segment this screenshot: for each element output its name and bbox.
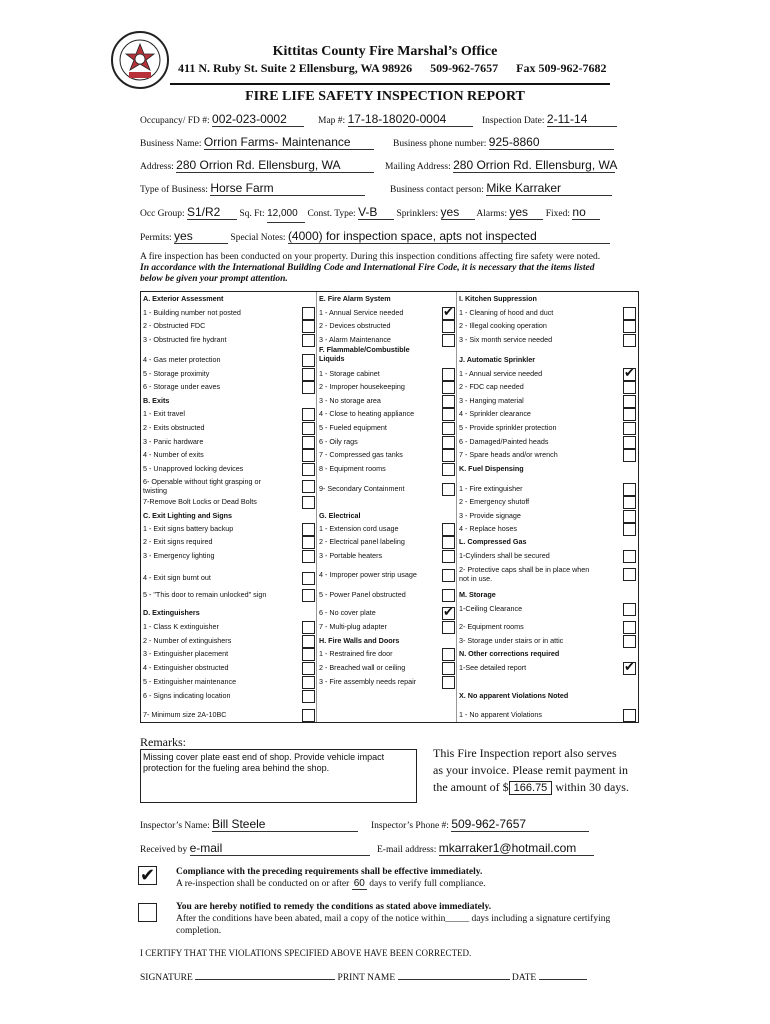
sprinklers-field[interactable]: [441, 205, 475, 220]
checklist-checkbox[interactable]: [442, 463, 455, 476]
checklist-item-label: 5 - Storage proximity: [143, 369, 210, 378]
report-title: FIRE LIFE SAFETY INSPECTION REPORT: [245, 89, 525, 104]
mailing-field[interactable]: [453, 158, 618, 173]
checklist-item-label-continued: Liquids: [319, 354, 345, 363]
checklist-item-label: K. Fuel Dispensing: [459, 464, 524, 473]
checklist-checkbox[interactable]: [302, 572, 315, 585]
checklist-checkbox[interactable]: [302, 621, 315, 634]
address-label: Address:: [140, 162, 174, 172]
checklist-item-label: 7 - Compressed gas tanks: [319, 450, 403, 459]
checklist-checkbox[interactable]: [623, 334, 636, 347]
checklist-checkbox[interactable]: [442, 536, 455, 549]
checklist-item-label: G. Electrical: [319, 511, 361, 520]
compliance-checkbox[interactable]: [138, 866, 157, 885]
checklist-checkbox[interactable]: [302, 662, 315, 675]
checklist-item-label: 3 - Fire assembly needs repair: [319, 677, 417, 686]
intro-line-1: A fire inspection has been conducted on your property. During this inspection conditions affecting fire safety were noted.: [140, 252, 601, 262]
compliance-text: [176, 866, 486, 890]
checklist-item-label: 6 - Storage under eaves: [143, 382, 221, 391]
checklist-checkbox[interactable]: [302, 449, 315, 462]
checklist-checkbox[interactable]: [302, 690, 315, 703]
checklist-checkbox[interactable]: [442, 569, 455, 582]
checklist-checkbox[interactable]: [623, 422, 636, 435]
print-name-label: PRINT NAME: [337, 973, 396, 983]
mailing-row: [385, 158, 618, 173]
checklist-checkbox[interactable]: [442, 395, 455, 408]
checklist-checkbox[interactable]: [623, 496, 636, 509]
checklist-item-label: 2 - Number of extinguishers: [143, 636, 232, 645]
checklist-item-label: X. No apparent Violations Noted: [459, 691, 569, 700]
type-row: [140, 181, 365, 196]
checklist-checkbox[interactable]: [442, 334, 455, 347]
inspector-name-label: Inspector’s Name:: [140, 821, 210, 831]
special-notes-label: Special Notes:: [230, 233, 286, 243]
address-value: 280 Orrion Rd. Ellensburg, WA: [176, 158, 341, 172]
checklist-checkbox[interactable]: [302, 523, 315, 536]
checklist-checkbox[interactable]: [623, 621, 636, 634]
checklist-checkbox[interactable]: [302, 709, 315, 722]
checklist-item-label: 3 - Portable heaters: [319, 551, 383, 560]
occ-group-row: [140, 205, 600, 223]
sprinklers-value: yes: [440, 205, 460, 219]
checklist-checkbox[interactable]: [623, 510, 636, 523]
checklist-item-label: 5 - "This door to remain unlocked" sign: [143, 590, 267, 599]
checklist-item-label-continued: twisting: [143, 486, 167, 495]
business-name-field[interactable]: [204, 135, 374, 150]
checklist-item-label: 1 - Class K extinguisher: [143, 622, 219, 631]
checklist-item-label: 4 - Replace hoses: [459, 524, 517, 533]
permits-value: yes: [174, 229, 193, 243]
checklist-item-label: 1 - Cleaning of hood and duct: [459, 307, 554, 317]
check-mark-icon: ✔: [443, 304, 454, 320]
checklist-item-label: 1 - Exit signs battery backup: [143, 524, 234, 533]
type-field[interactable]: [210, 181, 365, 196]
checklist-item-label: 2 - Improper housekeeping: [319, 382, 405, 391]
checklist-item-label: 5 - Power Panel obstructed: [319, 590, 406, 599]
occupancy-row: [140, 112, 304, 127]
checklist-item-label: 7- Minimum size 2A-10BC: [143, 710, 227, 719]
checklist-checkbox[interactable]: [623, 307, 636, 320]
email-label: E-mail address:: [377, 845, 437, 855]
checklist-item-label: 1 - Building number not posted: [143, 307, 241, 317]
compliance-check-mark: ✔: [140, 865, 156, 886]
checklist-item-label: D. Extinguishers: [143, 608, 200, 617]
const-label: Const. Type:: [307, 209, 356, 219]
header-rule: [170, 83, 610, 85]
checklist-item-label: 1 - Fire extinguisher: [459, 484, 523, 493]
checklist-item-label: 2 - Exit signs required: [143, 537, 213, 546]
inspection-date-label: Inspection Date:: [482, 116, 545, 126]
special-notes-field[interactable]: [288, 229, 610, 244]
checklist-item-label: 5 - Provide sprinkler protection: [459, 423, 557, 432]
checklist-checkbox[interactable]: [623, 709, 636, 722]
checklist-item-label: 7-Remove Bolt Locks or Dead Bolts: [143, 497, 257, 506]
checklist-checkbox[interactable]: [302, 496, 315, 509]
checklist-item-label: 2 - Illegal cooking operation: [459, 321, 547, 330]
remedy-line-2: completion.: [176, 926, 222, 936]
checklist-item-label: 1 - No apparent Violations: [459, 710, 542, 719]
sqft-field[interactable]: [267, 208, 305, 223]
checklist-item-label: 7 - Spare heads and/or wrench: [459, 450, 558, 459]
sprinklers-label: Sprinklers:: [396, 209, 439, 219]
permits-row: [140, 229, 610, 244]
invoice-line-3-pre: the amount of $: [433, 780, 509, 794]
checklist-checkbox[interactable]: [302, 648, 315, 661]
checklist-checkbox[interactable]: [442, 648, 455, 661]
checklist-item-label: 6 - No cover plate: [319, 608, 376, 617]
checklist-item-label: 4 - Exit sign burnt out: [143, 573, 211, 582]
checklist-checkbox[interactable]: [442, 621, 455, 634]
checklist-item-label: 3 - Emergency lighting: [143, 551, 215, 560]
checklist-item-label: 3 - No storage area: [319, 396, 381, 405]
received-field[interactable]: [190, 841, 370, 856]
intro-line-2: In accordance with the International Building Code and International Fire Code, it is necessary that the items listed: [140, 263, 595, 273]
checklist-item-label: 4 - Extinguisher obstructed: [143, 663, 229, 672]
sqft-value: 12,000: [267, 208, 298, 219]
checklist-checkbox[interactable]: [302, 536, 315, 549]
alarms-value: yes: [509, 205, 529, 219]
checklist-checkbox[interactable]: [623, 635, 636, 648]
received-value: e-mail: [189, 841, 223, 855]
alarms-field[interactable]: [509, 205, 543, 220]
checklist-checkbox[interactable]: [302, 550, 315, 563]
checklist-checkbox[interactable]: [302, 381, 315, 394]
email-value: mkarraker1@hotmail.com: [438, 841, 577, 855]
checklist-checkbox[interactable]: [302, 635, 315, 648]
inspector-name-value: Bill Steele: [212, 817, 266, 831]
checklist-checkbox[interactable]: [302, 354, 315, 367]
business-name-label: Business Name:: [140, 139, 202, 149]
checklist-item-label: 5 - Fueled equipment: [319, 423, 387, 432]
checklist-checkbox[interactable]: [442, 436, 455, 449]
checklist-item-label: 1-Cylinders shall be secured: [459, 551, 550, 560]
checklist-checkbox[interactable]: [302, 408, 315, 421]
intro-line-3: below be given your prompt attention.: [140, 274, 288, 284]
checklist-item-label: 2 - Obstructed FDC: [143, 321, 206, 330]
checklist-item-label: 3 - Obstructed fire hydrant: [143, 335, 227, 344]
checklist-checkbox[interactable]: [302, 463, 315, 476]
checklist-item-label: 6 - Oily rags: [319, 437, 358, 446]
const-value: V-B: [358, 205, 378, 219]
received-row: [140, 841, 370, 856]
signature-row: [140, 969, 587, 983]
checklist-item-label: I. Kitchen Suppression: [459, 294, 537, 303]
checklist-checkbox[interactable]: [623, 550, 636, 563]
inspection-date-row: [482, 112, 617, 127]
invoice-note: [433, 745, 643, 797]
certify-statement: I CERTIFY THAT THE VIOLATIONS SPECIFIED ABOVE HAVE BEEN CORRECTED.: [140, 948, 472, 958]
remarks-box[interactable]: [140, 749, 417, 803]
checklist-checkbox[interactable]: [623, 395, 636, 408]
checklist-checkbox[interactable]: [442, 662, 455, 675]
checklist-checkbox[interactable]: [302, 436, 315, 449]
violations-checklist: [140, 291, 639, 723]
office-name: Kittitas County Fire Marshal’s Office: [272, 44, 498, 59]
checklist-checkbox[interactable]: [442, 550, 455, 563]
remarks-label: Remarks:: [140, 735, 186, 749]
checklist-item-label: 4 - Number of exits: [143, 450, 204, 459]
checklist-item-label: 2 - Breached wall or ceiling: [319, 663, 406, 672]
office-address: 411 N. Ruby St. Suite 2 Ellensburg, WA 98926 509-962-7657 Fax 509-962-7682: [178, 61, 607, 75]
checklist-item-label: 3 - Alarm Maintenance: [319, 335, 391, 344]
occupancy-label: Occupancy/ FD #:: [140, 116, 210, 126]
checklist-item-label: 3- Storage under stairs or in attic: [459, 636, 564, 645]
checklist-checkbox[interactable]: [302, 422, 315, 435]
checklist-item-label-continued: not in use.: [459, 574, 493, 583]
checklist-item-label: 4 - Sprinkler clearance: [459, 409, 531, 418]
checklist-item-label: 9- Secondary Containment: [319, 484, 405, 493]
check-mark-icon: ✔: [624, 660, 635, 675]
occ-group-value: S1/R2: [186, 205, 221, 219]
checklist-checkbox[interactable]: [623, 449, 636, 462]
checklist-checkbox[interactable]: [623, 320, 636, 333]
remedy-line-1: After the conditions have been abated, mail a copy of the notice within_____ days including a signature certifying: [176, 914, 611, 924]
checklist-item-label: 2 - Exits obstructed: [143, 423, 205, 432]
inspection-date-value: 2-11-14: [546, 112, 588, 126]
business-phone-row: [393, 135, 614, 150]
checklist-item-label: 4 - Close to heating appliance: [319, 409, 415, 418]
checklist-item-label: 1 - Extension cord usage: [319, 524, 399, 533]
checklist-checkbox[interactable]: [302, 307, 315, 320]
alarms-label: Alarms:: [476, 209, 507, 219]
address-field[interactable]: [176, 158, 374, 173]
inspector-name-row: [140, 817, 358, 832]
checklist-item-label: 3 - Provide signage: [459, 511, 521, 520]
checklist-checkbox[interactable]: [442, 589, 455, 602]
checklist-item-label: 2 - Emergency shutoff: [459, 497, 530, 506]
inspection-date-field[interactable]: [547, 112, 617, 127]
type-label: Type of Business:: [140, 185, 208, 195]
checklist-checkbox[interactable]: [623, 408, 636, 421]
checklist-item-label: 2- Equipment rooms: [459, 622, 524, 631]
check-mark-icon: ✔: [624, 366, 635, 381]
checklist-checkbox[interactable]: [442, 449, 455, 462]
checklist-checkbox[interactable]: [623, 368, 636, 381]
checklist-item-label: 1 - Restrained fire door: [319, 649, 393, 658]
checklist-item-label: 5 - Unapproved locking devices: [143, 464, 244, 473]
invoice-amount[interactable]: 166.75: [509, 781, 553, 795]
business-phone-value: 925-8860: [488, 135, 540, 149]
business-name-value: Orrion Farms- Maintenance: [203, 135, 351, 149]
checklist-checkbox[interactable]: [623, 603, 636, 616]
signature-field[interactable]: [195, 969, 335, 980]
contact-row: [390, 181, 612, 196]
checklist-item-label: A. Exterior Assessment: [143, 294, 224, 303]
checklist-checkbox[interactable]: [623, 662, 636, 675]
checklist-checkbox[interactable]: [442, 523, 455, 536]
checklist-item-label: E. Fire Alarm System: [319, 294, 391, 303]
remarks-text: Missing cover plate east end of shop. Provide vehicle impact protection for the fueling area behind the shop.: [143, 752, 385, 773]
inspector-phone-label: Inspector’s Phone #:: [371, 821, 449, 831]
check-mark-icon: ✔: [443, 605, 454, 620]
checklist-item-label: M. Storage: [459, 590, 496, 599]
checklist-checkbox[interactable]: [442, 304, 455, 320]
compliance-title: Compliance with the preceding requirements shall be effective immediately.: [176, 867, 483, 877]
checklist-checkbox[interactable]: [623, 381, 636, 394]
checklist-item-label: 8 - Equipment rooms: [319, 464, 386, 473]
checklist-item-label: L. Compressed Gas: [459, 537, 527, 546]
checklist-checkbox[interactable]: [302, 334, 315, 347]
fixed-value: no: [572, 205, 586, 219]
business-phone-label: Business phone number:: [393, 139, 487, 149]
invoice-line-3-post: within 30 days.: [552, 780, 629, 794]
map-row: [318, 112, 473, 127]
checklist-item-label: 6 - Damaged/Painted heads: [459, 437, 549, 446]
invoice-line-1: This Fire Inspection report also serves: [433, 746, 617, 760]
remedy-text: [176, 901, 646, 937]
permits-label: Permits:: [140, 233, 172, 243]
const-field[interactable]: [358, 205, 394, 220]
checklist-checkbox[interactable]: [302, 368, 315, 381]
checklist-checkbox[interactable]: [623, 483, 636, 496]
checklist-item-label: 7 - Multi-plug adapter: [319, 622, 387, 631]
remedy-title: You are hereby notified to remedy the conditions as stated above immediately.: [176, 902, 492, 912]
checklist-checkbox[interactable]: [623, 523, 636, 536]
fire-marshal-logo: [110, 30, 170, 90]
checklist-item-label: J. Automatic Sprinkler: [459, 355, 536, 364]
checklist-item-label: 2 - Electrical panel labeling: [319, 537, 405, 546]
checklist-item-label: 4 - Gas meter protection: [143, 355, 221, 364]
checklist-item-label: 1-Ceiling Clearance: [459, 604, 523, 613]
checklist-checkbox[interactable]: [442, 676, 455, 689]
checklist-item-label: 1 - Annual service needed: [459, 369, 543, 378]
map-label: Map #:: [318, 116, 346, 126]
checklist-checkbox[interactable]: [623, 568, 636, 581]
permits-field[interactable]: [174, 229, 228, 244]
inspector-phone-value: 509-962-7657: [451, 817, 527, 831]
checklist-checkbox[interactable]: [302, 480, 315, 493]
checklist-checkbox[interactable]: [442, 408, 455, 421]
invoice-line-2: as your invoice. Please remit payment in: [433, 763, 628, 777]
checklist-item-label: 2- Protective caps shall be in place when not in use.: [459, 565, 590, 583]
contact-value: Mike Karraker: [486, 181, 561, 195]
date-field[interactable]: [539, 969, 587, 980]
checklist-checkbox[interactable]: [442, 320, 455, 333]
mailing-value: 280 Orrion Rd. Ellensburg, WA: [453, 158, 618, 172]
checklist-item-label: 1 - Exit travel: [143, 409, 185, 418]
signature-label: SIGNATURE: [140, 973, 193, 983]
checklist-item-label: 4 - Improper power strip usage: [319, 570, 417, 579]
email-field[interactable]: [439, 841, 594, 856]
checklist-item-label: 3 - Hanging material: [459, 396, 524, 405]
checklist-checkbox[interactable]: [302, 320, 315, 333]
received-label: Received by: [140, 845, 188, 855]
checklist-item-label: C. Exit Lighting and Signs: [143, 511, 233, 520]
map-value: 17-18-18020-0004: [347, 112, 447, 126]
email-row: [377, 841, 594, 856]
compliance-line-pre: A re-inspection shall be conducted on or after: [176, 879, 350, 889]
checklist-item-label: N. Other corrections required: [459, 649, 560, 658]
checklist-checkbox[interactable]: [442, 422, 455, 435]
date-label: DATE: [511, 973, 537, 983]
checklist-checkbox[interactable]: [302, 676, 315, 689]
business-phone-field[interactable]: [489, 135, 614, 150]
checklist-item-label: 1 - Storage cabinet: [319, 369, 380, 378]
business-name-row: [140, 135, 374, 150]
remedy-checkbox[interactable]: [138, 903, 157, 922]
checklist-item-label: 6 - Signs indicating location: [143, 691, 231, 700]
compliance-line-post: days to verify full compliance.: [369, 879, 486, 889]
checklist-item-label: B. Exits: [143, 396, 170, 405]
address-row: [140, 158, 374, 173]
checklist-item-label: 2 - Devices obstructed: [319, 321, 391, 330]
checklist-checkbox[interactable]: [623, 436, 636, 449]
checklist-checkbox[interactable]: [302, 589, 315, 602]
intro-text: [140, 252, 640, 285]
inspector-phone-field[interactable]: [451, 817, 589, 832]
checklist-item-label: 3 - Extinguisher placement: [143, 649, 229, 658]
checklist-item-label: 1 - Annual Service needed: [319, 307, 404, 317]
fixed-field[interactable]: [572, 205, 600, 220]
checklist-checkbox[interactable]: [442, 368, 455, 381]
checklist-item-label: 1-See detailed report: [459, 663, 527, 672]
occ-group-label: Occ Group:: [140, 209, 185, 219]
map-field[interactable]: [348, 112, 473, 127]
fixed-label: Fixed:: [545, 209, 571, 219]
occupancy-value: 002-023-0002: [212, 112, 287, 126]
checklist-item-label: 5 - Extinguisher maintenance: [143, 677, 237, 686]
inspector-phone-row: [371, 817, 589, 832]
checklist-item-label: 3 - Six month service needed: [459, 335, 553, 344]
contact-field[interactable]: [486, 181, 612, 196]
occ-group-field[interactable]: [187, 205, 237, 220]
contact-label: Business contact person:: [390, 185, 484, 195]
special-notes-value: (4000) for inspection space, apts not inspected: [287, 229, 537, 243]
compliance-days[interactable]: 60: [353, 878, 365, 889]
checklist-checkbox[interactable]: [442, 607, 455, 620]
checklist-checkbox[interactable]: [442, 483, 455, 496]
checklist-item-label: F. Flammable/Combustible Liquids: [319, 345, 410, 363]
mailing-label: Mailing Address:: [385, 162, 451, 172]
type-value: Horse Farm: [210, 181, 274, 195]
checklist-checkbox[interactable]: [442, 381, 455, 394]
sqft-label: Sq. Ft:: [239, 209, 265, 219]
checklist-item-label: H. Fire Walls and Doors: [319, 636, 400, 645]
occupancy-field[interactable]: [212, 112, 304, 127]
checklist-item-label: 6- Openable without tight grasping or twisting: [143, 477, 261, 495]
print-name-field[interactable]: [398, 969, 510, 980]
checklist-item-label: 3 - Panic hardware: [143, 437, 204, 446]
checklist-item-label: 2 - FDC cap needed: [459, 382, 524, 391]
inspector-name-field[interactable]: [212, 817, 358, 832]
